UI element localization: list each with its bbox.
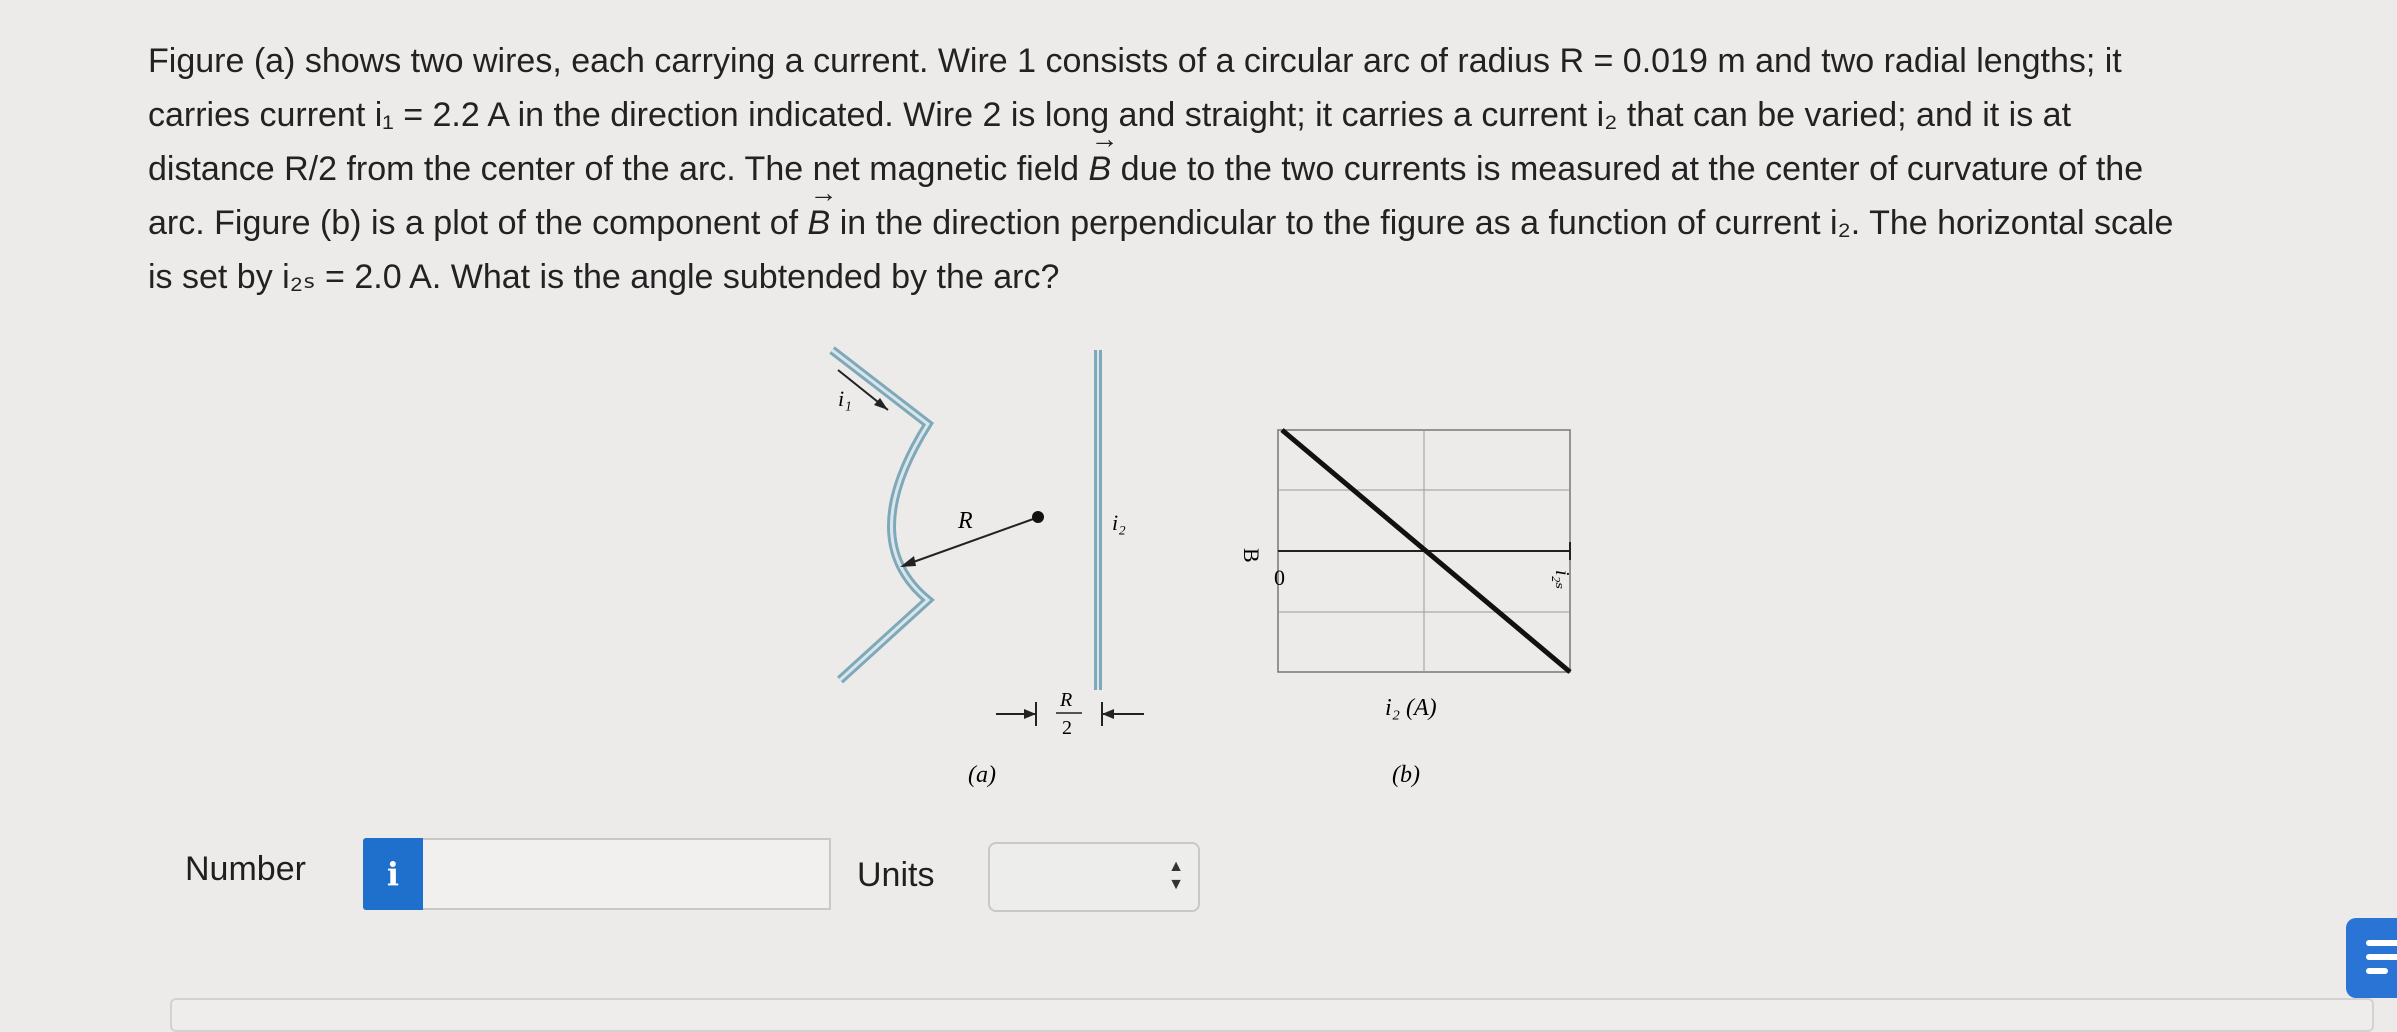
label-r-numerator: R [1060, 689, 1073, 711]
units-label: Units [857, 856, 935, 894]
figure-a [800, 330, 1200, 800]
label-i2: i₂ [1112, 510, 1126, 535]
problem-line-4a: arc. Figure (b) is a plot of the component of [148, 204, 808, 242]
vector-b-symbol-2: → B [808, 196, 831, 250]
label-R: R [958, 508, 973, 534]
x-axis-label: i₂ (A) [1385, 695, 1437, 721]
vector-b-symbol: → B [1089, 142, 1112, 196]
problem-line-3 [148, 142, 2318, 196]
label-r-denominator: 2 [1062, 717, 1072, 739]
problem-line-4 [148, 196, 2318, 250]
info-icon[interactable]: i [363, 838, 423, 910]
select-arrows-icon: ▲ ▼ [1168, 858, 1184, 893]
caption-b: (b) [1392, 762, 1420, 788]
number-label: Number [185, 850, 306, 888]
caption-a: (a) [968, 762, 996, 788]
number-input[interactable] [423, 838, 831, 910]
problem-line-5: is set by i₂ₛ = 2.0 A. What is the angle subtended by the arc? [148, 258, 1060, 296]
wire-2 [1094, 350, 1102, 690]
units-select[interactable] [988, 842, 1200, 912]
tick-zero: 0 [1274, 565, 1285, 590]
chat-icon[interactable] [2346, 918, 2397, 998]
problem-line-1: Figure (a) shows two wires, each carrying a current. Wire 1 consists of a circular arc of radius R = 0.019 m and two radial lengths; it [148, 42, 2122, 80]
bottom-panel [170, 998, 2374, 1032]
tick-i2s: i₂ₛ [1551, 570, 1573, 590]
problem-line-4b: in the direction perpendicular to the figure as a function of current i₂. The horizontal scale [839, 204, 2174, 242]
y-axis-label: B [1239, 548, 1264, 563]
arc-center-dot [1032, 511, 1044, 523]
problem-line-3a: distance R/2 from the center of the arc. The net magnetic field [148, 150, 1089, 188]
problem-line-2: carries current i₁ = 2.2 A in the direction indicated. Wire 2 is long and straight; it carries a current i₂ that can be varied; and it is at [148, 96, 2072, 134]
problem-statement [148, 34, 2318, 304]
problem-line-3b: due to the two currents is measured at the center of curvature of the [1120, 150, 2144, 188]
label-i1: i₁ [838, 386, 852, 411]
figure-b [1220, 400, 1640, 800]
